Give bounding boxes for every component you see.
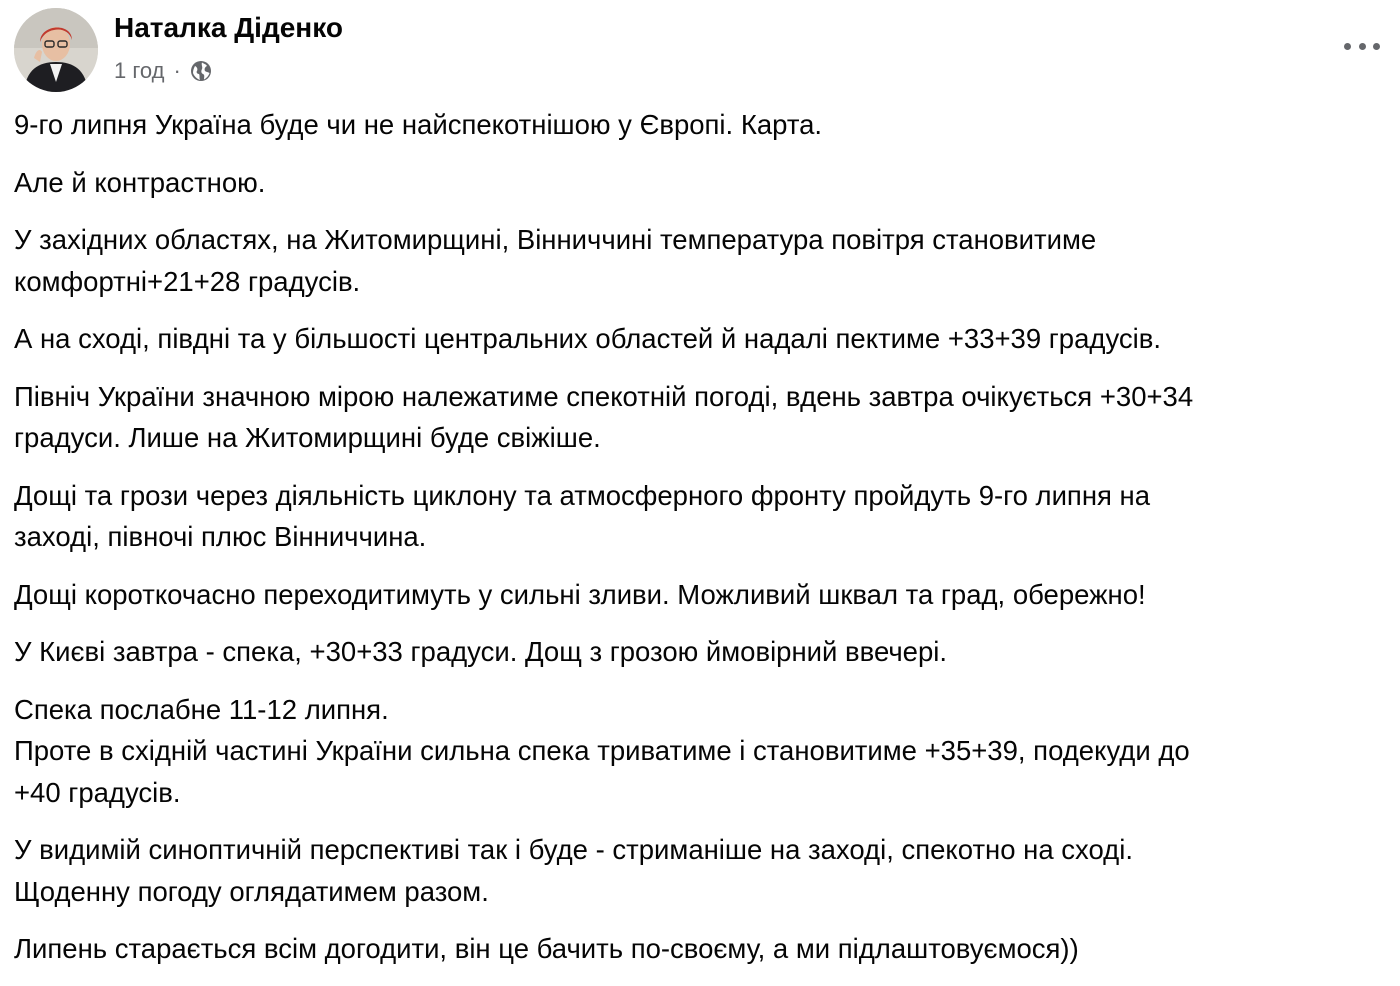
post-paragraph-9: Спека послабне 11-12 липня. Проте в східній частині України сильна спека триватиме і становитиме +35+39, подекуди до +40 градусів. (14, 693, 1190, 808)
post-paragraph-2: Але й контрастною. (14, 166, 266, 198)
post-paragraph-5: Північ України значною мірою належатиме спекотній погоді, вдень завтра очікується +30+34 градуси. Лише на Житомирщині буде свіжіше. (14, 380, 1194, 453)
more-options-button[interactable] (1340, 32, 1384, 60)
author-name[interactable]: Наталка Діденко (114, 12, 343, 43)
more-options-icon (1344, 43, 1351, 50)
more-options-icon-dot (1373, 43, 1380, 50)
post-header (12, 6, 1388, 94)
avatar-photo-icon (14, 8, 98, 92)
post-paragraph-10: У видимій синоптичній перспективі так і буде - стриманіше на заході, спекотно на сході. Щоденну погоду оглядатимем разом. (14, 834, 1133, 907)
more-options-icon-dot (1359, 43, 1366, 50)
post-paragraph-11: Липень старається всім догодити, він це бачить по-своєму, а ми підлаштовуємося)) (14, 933, 1079, 964)
meta-separator: · (173, 58, 181, 83)
post-paragraph-7: Дощі короткочасно переходитимуть у сильні зливи. Можливий шквал та град, обережно! (14, 578, 1146, 610)
post-paragraph-8: У Києві завтра - спека, +30+33 градуси. Дощ з грозою ймовірний ввечері. (14, 636, 947, 667)
globe-icon[interactable] (190, 60, 212, 82)
post-paragraph-1: 9-го липня Україна буде чи не найспекотнішою у Європі. Карта. (14, 109, 823, 140)
post-meta (114, 58, 212, 84)
post-body (14, 104, 1390, 986)
post-timestamp[interactable]: 1 год (114, 58, 165, 83)
post-paragraph-4: А на сході, півдні та у більшості центральних областей й надалі пектиме +33+39 градусів. (14, 323, 1161, 354)
author-avatar[interactable] (14, 8, 98, 92)
post-paragraph-6: Дощі та грози через діяльність циклону та атмосферного фронту пройдуть 9-го липня на заході, півночі плюс Вінниччина. (14, 479, 1151, 552)
post-paragraph-3: У західних областях, на Житомирщині, Вінниччині температура повітря становитиме комфортні+21+28 градусів. (14, 224, 1097, 297)
